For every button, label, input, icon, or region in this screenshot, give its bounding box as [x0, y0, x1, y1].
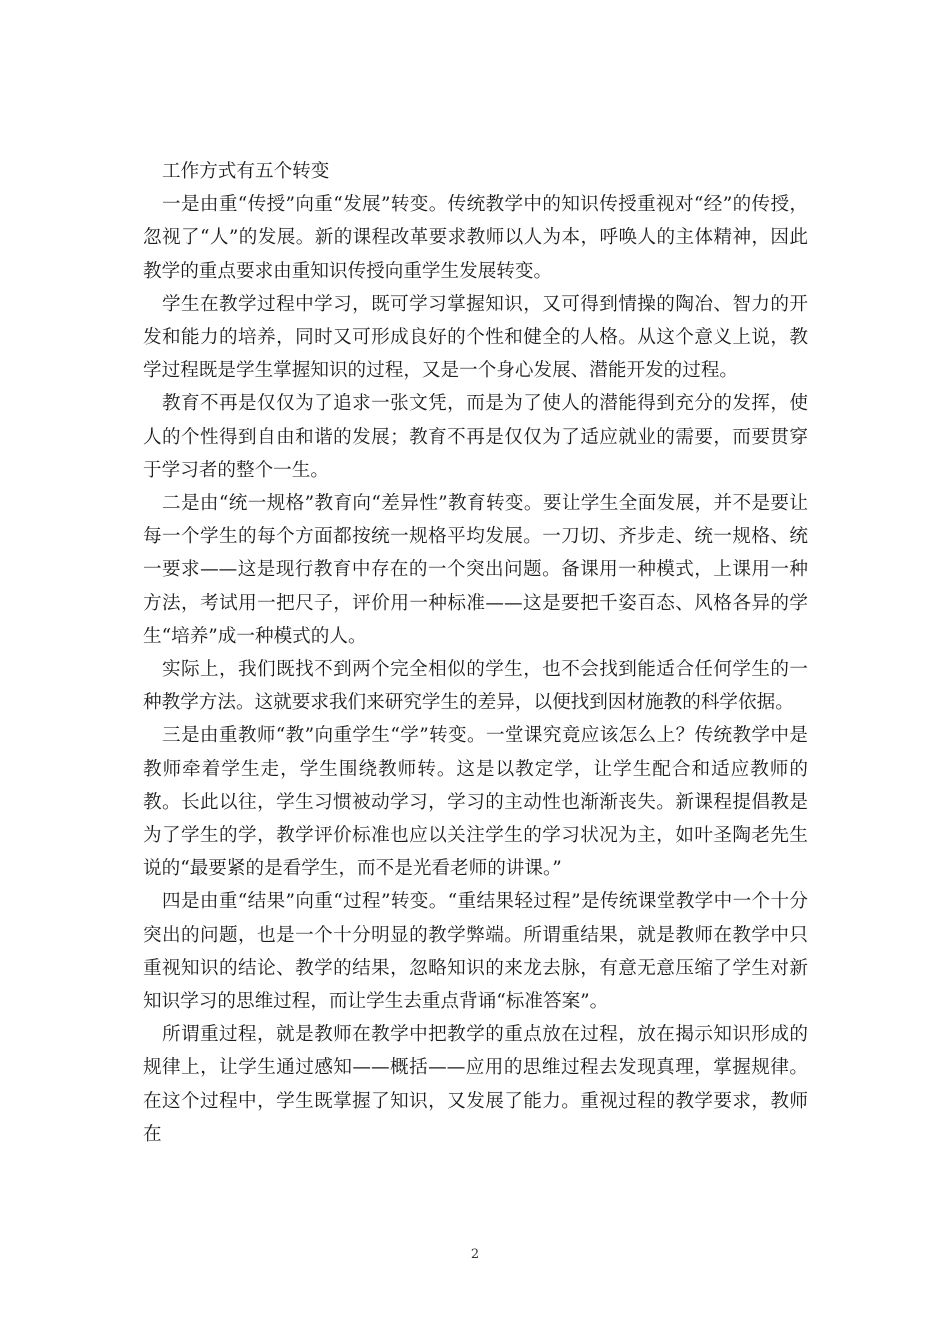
paragraph: 二是由“统一规格”教育向“差异性”教育转变。要让学生全面发展，并不是要让每一个学生的每个方面都按统一规格平均发展。一刀切、齐步走、统一规格、统一要求——这是现行教育中存在的一个突出问题。备课用一种模式，上课用一种方法，考试用一把尺子，评价用一种标准——这是要把千姿百态、风格各异的学生“培养”成一种模式的人。 [143, 493, 808, 647]
paragraph: 所谓重过程，就是教师在教学中把教学的重点放在过程，放在揭示知识形成的规律上，让学生通过感知——概括——应用的思维过程去发现真理，掌握规律。在这个过程中，学生既掌握了知识，又发展了能力。重视过程的教学要求，教师在 [143, 1024, 808, 1145]
section-heading: 工作方式有五个转变 [162, 161, 330, 182]
paragraph: 四是由重“结果”向重“过程”转变。“重结果轻过程”是传统课堂教学中一个十分突出的问题，也是一个十分明显的教学弊端。所谓重结果，就是教师在教学中只重视知识的结论、教学的结果，忽略知识的来龙去脉，有意无意压缩了学生对新知识学习的思维过程，而让学生去重点背诵“标准答案”。 [143, 891, 808, 1013]
document-body [143, 155, 808, 1151]
paragraph: 教育不再是仅仅为了追求一张文凭，而是为了使人的潜能得到充分的发挥，使人的个性得到自由和谐的发展；教育不再是仅仅为了适应就业的需要，而要贯穿于学习者的整个一生。 [143, 393, 808, 481]
paragraph: 一是由重“传授”向重“发展”转变。传统教学中的知识传授重视对“经”的传授，忽视了“人”的发展。新的课程改革要求教师以人为本，呼唤人的主体精神，因此教学的重点要求由重知识传授向重学生发展转变。 [143, 194, 808, 282]
page-number: 2 [470, 1247, 480, 1262]
paragraph: 实际上，我们既找不到两个完全相似的学生，也不会找到能适合任何学生的一种教学方法。这就要求我们来研究学生的差异，以便找到因材施教的科学依据。 [143, 659, 808, 714]
paragraph: 三是由重教师“教”向重学生“学”转变。一堂课究竟应该怎么上？传统教学中是教师牵着学生走，学生围绕教师转。这是以教定学，让学生配合和适应教师的教。长此以往，学生习惯被动学习，学习的主动性也渐渐丧失。新课程提倡教是为了学生的学，教学评价标准也应以关注学生的学习状况为主，如叶圣陶老先生说的“最要紧的是看学生，而不是光看老师的讲课。” [143, 725, 808, 880]
paragraph: 学生在教学过程中学习，既可学习掌握知识，又可得到情操的陶冶、智力的开发和能力的培养，同时又可形成良好的个性和健全的人格。从这个意义上说，教学过程既是学生掌握知识的过程，又是一个身心发展、潜能开发的过程。 [143, 293, 808, 382]
